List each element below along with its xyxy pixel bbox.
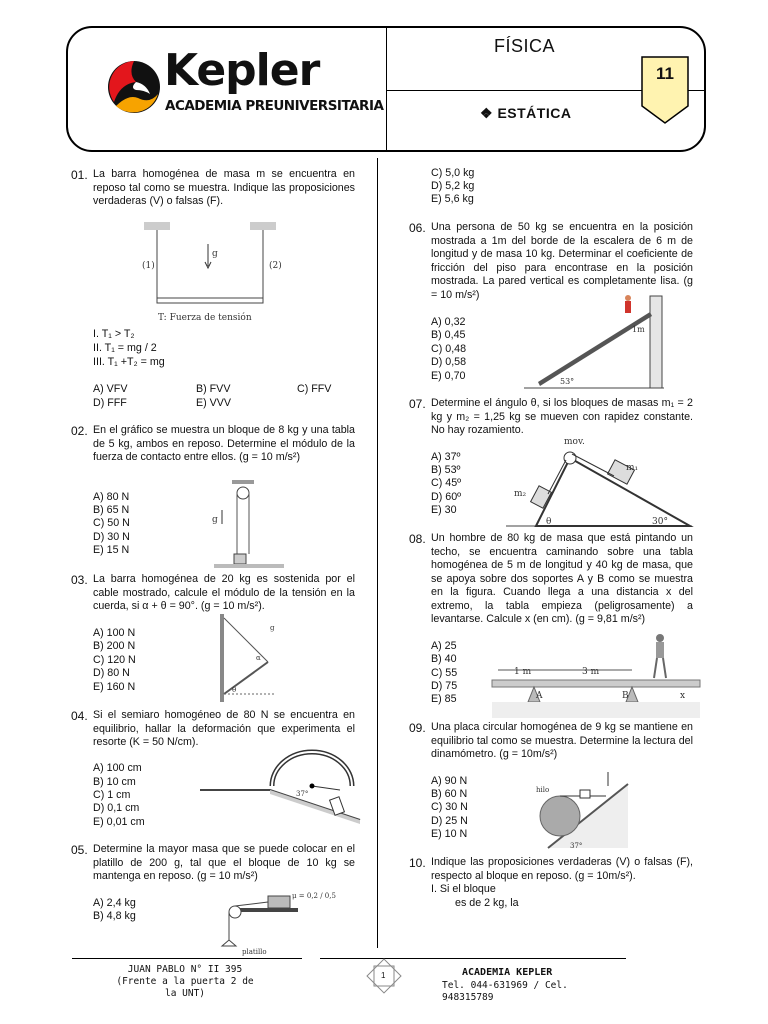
question-number: 01. (71, 168, 88, 182)
kepler-logo-icon (106, 54, 162, 120)
fig-mu: μ = 0,2 / 0,5 (292, 892, 336, 900)
statement-1: I. Si el bloque (431, 883, 496, 895)
option-e: E) 0,01 cm (93, 816, 145, 828)
option-a: A) 90 N (431, 775, 468, 787)
chapter-number: 11 (656, 64, 674, 83)
fig-m1: m₁ (626, 463, 639, 473)
statement-2: II. T₁ = mg / 2 (93, 342, 157, 354)
option-a: A) VFV (93, 383, 128, 395)
figure-pulley-block (210, 480, 290, 570)
option-a: A) 2,4 kg (93, 897, 136, 909)
footer-rule-right (320, 958, 626, 959)
fig-angle: 53° (560, 377, 575, 386)
option-b: B) 60 N (431, 788, 468, 800)
question-text: Si el semiaro homogéneo de 80 N se encuentra en equilibrio, hallar la deformación que experimenta el resorte (K = 50 N/cm). (93, 709, 355, 748)
subject-title: FÍSICA (494, 36, 556, 56)
option-c: C) 45º (431, 477, 462, 489)
option-b: B) 40 (431, 653, 457, 665)
option-e: E) 30 (431, 504, 457, 516)
option-b: B) 10 cm (93, 776, 136, 788)
fig-1m: 1m (632, 325, 645, 334)
header-divider (386, 28, 387, 150)
question-number: 09. (409, 721, 426, 735)
question-number: 05. (71, 843, 88, 857)
figure-ladder-wall (524, 292, 674, 392)
figure-double-incline (506, 436, 696, 530)
fig-label-a: A (536, 691, 543, 701)
page-number: 1 (381, 971, 386, 980)
option-e: E) 15 N (93, 544, 130, 556)
option-b: B) 4,8 kg (93, 910, 136, 922)
question-number: 06. (409, 221, 426, 235)
fig-3m: 3 m (582, 667, 600, 677)
fig-label-2: (2) (269, 261, 282, 271)
fig-theta: θ (546, 517, 552, 527)
option-c: C) FFV (297, 383, 332, 395)
option-d: D) 0,58 (431, 356, 467, 368)
column-divider (377, 158, 378, 948)
question-text: Determine la mayor masa que se puede colocar en el platillo de 200 g, tal que el bloque de 10 kg se mantenga en reposo. (g = 10 m/s²) (93, 843, 355, 882)
option-b: B) 65 N (93, 504, 130, 516)
option-c: C) 0,48 (431, 343, 467, 355)
option-e: E) 5,6 kg (431, 193, 474, 205)
fig-label-x: x (680, 691, 686, 701)
svg-text:g: g (270, 624, 275, 632)
option-d: D) 0,1 cm (93, 802, 140, 814)
fig-mov: mov. (564, 437, 585, 447)
option-e: E) VVV (196, 397, 232, 409)
option-a: A) 37º (431, 451, 461, 463)
logo-name: Kepler (164, 45, 320, 96)
option-a: A) 100 N (93, 627, 136, 639)
footer-rule-left (72, 958, 302, 959)
logo-subtitle: ACADEMIA PREUNIVERSITARIA (165, 98, 384, 114)
figure-bar-cable (216, 614, 286, 704)
question-text: Un hombre de 80 kg de masa que está pintando un techo, se encuentra caminando sobre una tabla homogénea de 5 m de longitud y 40 kg de masa, que se apoya sobre dos soportes A y B como se muestra en la figura. Cuando llega a una distancia x del extremo, la tabla empieza (peligrosamente) a levantarse. Calcule x (en cm). (g = 9,81 m/s²) (431, 532, 693, 625)
footer-phone: Tel. 044-631969 / Cel. 948315789 (442, 980, 568, 1003)
figure-table-pulley (218, 886, 336, 962)
option-c: C) 5,0 kg (431, 167, 475, 179)
question-number: 03. (71, 573, 88, 587)
option-c: C) 120 N (93, 654, 136, 666)
fig-caption: T: Fuerza de tensión (158, 313, 252, 323)
option-c: C) 30 N (431, 801, 468, 813)
question-number: 04. (71, 709, 88, 723)
fig-1m: 1 m (514, 667, 532, 677)
option-d: D) 80 N (93, 667, 130, 679)
question-text: La barra homogénea de 20 kg es sostenida por el cable mostrado, calcule el módulo de la tensión en la cuerda, si α + θ = 90°. (g = 10 m/s²). (93, 573, 355, 612)
fig-30: 30° (652, 517, 668, 527)
fig-label-1: (1) (142, 261, 155, 271)
option-a: A) 100 cm (93, 762, 142, 774)
fig-angle: 37° (570, 842, 583, 850)
question-number: 08. (409, 532, 426, 546)
figure-plank-supports (492, 630, 702, 718)
question-number: 07. (409, 397, 426, 411)
fig-g-label: g (212, 249, 218, 259)
option-c: C) 50 N (93, 517, 130, 529)
option-e: E) 85 (431, 693, 457, 705)
option-a: A) 0,32 (431, 316, 466, 328)
option-a: A) 80 N (93, 491, 130, 503)
option-a: A) 25 (431, 640, 457, 652)
svg-text:θ: θ (232, 686, 237, 694)
statement-3: III. T₁ +T₂ = mg (93, 356, 165, 368)
option-e: E) 0,70 (431, 370, 466, 382)
option-b: B) FVV (196, 383, 231, 395)
fig-label-b: B (622, 691, 629, 701)
footer-academy: ACADEMIA KEPLER (462, 967, 553, 978)
question-text: Una placa circular homogénea de 9 kg se mantiene en equilibrio tal como se muestra. Determine la lectura del dinamómetro. (g = 10m/s²) (431, 721, 693, 760)
option-b: B) 0,45 (431, 329, 466, 341)
question-number: 02. (71, 424, 88, 438)
option-d: D) 60º (431, 491, 462, 503)
option-d: D) 5,2 kg (431, 180, 475, 192)
statement-1-cont: es de 2 kg, la (455, 897, 519, 909)
svg-text:g: g (212, 515, 218, 525)
footer-address: JUAN PABLO N° II 395 (Frente a la puerta 2 de la UNT) (116, 964, 254, 999)
figure-hanging-bar (140, 222, 280, 322)
option-e: E) 160 N (93, 681, 136, 693)
fig-angle: 37° (296, 790, 309, 798)
option-d: D) FFF (93, 397, 127, 409)
fig-m2: m₂ (514, 489, 527, 499)
option-d: D) 25 N (431, 815, 468, 827)
question-text: Una persona de 50 kg se encuentra en la posición mostrada a 1m del borde de la escalera de 6 m de longitud y de masa 10 kg. Determinar el coeficiente de fricción del piso para encontrase en la posición mostrada. La pared vertical es completamente lisa. (g = 10 m/s²) (431, 221, 693, 301)
question-number: 10. (409, 856, 426, 870)
option-b: B) 53º (431, 464, 461, 476)
option-b: B) 200 N (93, 640, 136, 652)
question-text: Indique las proposiciones verdaderas (V) o falsas (F), respecto al bloque en reposo. (g = 10m/s²). (431, 856, 693, 882)
figure-semi-ring (200, 750, 370, 820)
question-text: Determine el ángulo θ, si los bloques de masas m₁ = 2 kg y m₂ = 1,25 kg se mueven con rapidez constante. No hay rozamiento. (431, 397, 693, 436)
svg-text:α: α (256, 654, 261, 662)
option-d: D) 75 (431, 680, 458, 692)
topic-title: ❖ ESTÁTICA (480, 105, 572, 121)
question-text: La barra homogénea de masa m se encuentra en reposo tal como se muestra. Indique las proposiciones verdaderas (V) o falsas (F). (93, 168, 355, 207)
option-d: D) 30 N (93, 531, 130, 543)
option-e: E) 10 N (431, 828, 468, 840)
question-text: En el gráfico se muestra un bloque de 8 kg y una tabla de 5 kg, ambos en reposo. Determine el módulo de la fuerza de contacto entre ellos. (g = 10 m/s²) (93, 424, 355, 463)
option-c: C) 1 cm (93, 789, 131, 801)
figure-disk-incline (532, 768, 632, 852)
fig-platillo: platillo (242, 948, 267, 956)
fig-hilo: hilo (536, 786, 550, 794)
option-c: C) 55 (431, 667, 458, 679)
statement-1: I. T₁ > T₂ (93, 328, 135, 340)
